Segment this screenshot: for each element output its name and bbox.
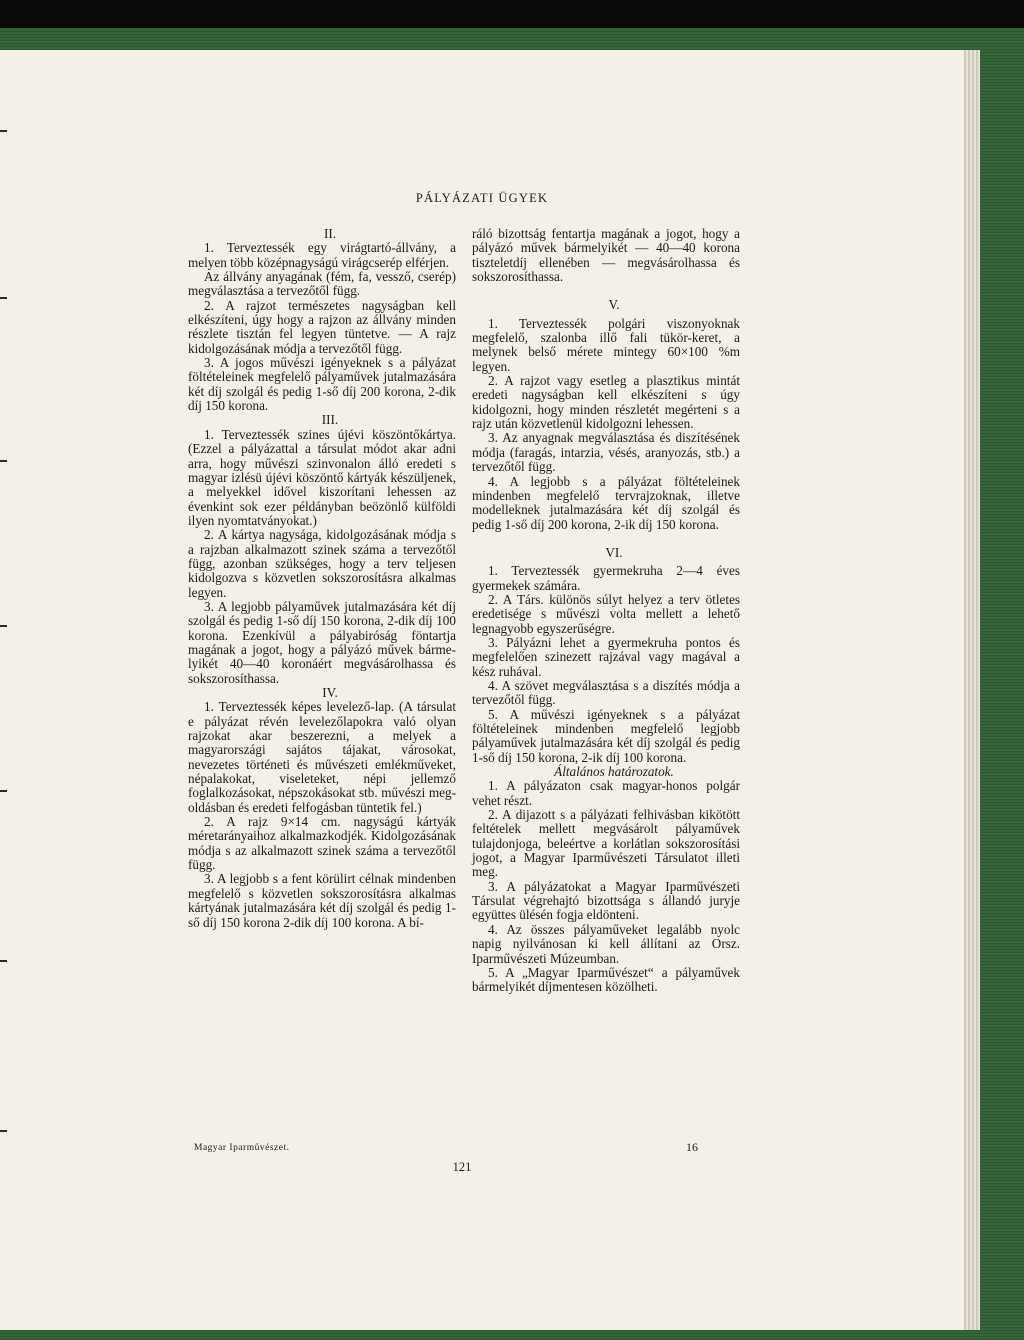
left-column: [188, 227, 456, 930]
paragraph: 2. A rajz 9×14 cm. nagyságú kártyák méretarányaihoz alkalmazkodjék. Kidolgozásának módja s az alkalmazott szinek száma a tervezőtől függ.: [188, 814, 456, 873]
paragraph: 4. A szövet megválasztása s a diszítés módja a tervezőtől függ.: [472, 677, 740, 708]
paragraph: 1. Terveztessék gyermekruha 2—4 éves gyermekek számára.: [472, 563, 740, 593]
paragraph: 3. A legjobb pályaművek jutalmazására két díj szolgál és pedig 1-ső díj 150 korona, 2-dik díj 100 korona. Ezenkívül a pályabiróság föntartja magának a jogot, hogy a pályázó művek bármelyikét 40—40 koronáért megvásárolhassa és sokszorosíthassa.: [188, 598, 456, 686]
paragraph: Az állvány anyagának (fém, fa, vessző, cserép) megválasztása a tervezőtől függ.: [188, 269, 456, 299]
scan-edge-mark: [0, 297, 7, 299]
paragraph: 4. Az összes pályaműveket legalább nyolc napig nyilvánosan ki kell állítani az Orsz. Iparművészeti Múzeumban.: [472, 921, 740, 966]
page-number: 121: [452, 1160, 472, 1174]
paragraph: 2. A kártya nagysága, kidolgozásának módja s a rajzban alkalmazott szinek száma a tervezőtől függ, azonban szükséges, hogy a terv teljesen kidolgozva s közvetlen sokszorosításra alkalmas legyen.: [188, 527, 456, 600]
paragraph: 3. Pályázni lehet a gyermekruha pontos és megfelelően szinezett rajzával vagy magával a kész ruhával.: [472, 634, 740, 679]
paragraph: 2. A dijazott s a pályázati felhivásban kikötött feltételek mellett megvásárolt pályaművek tulajdonjoga, beleértve a korlátlan sokszorosítási jogot, a Magyar Iparművészeti Társulatot illeti meg.: [472, 807, 740, 880]
paragraph: 3. A jogos művészi igényeknek s a pályázat föltételeinek megfelelő pályaművek jutalmazására két díj szolgál és pedig 1-ső díj 200 korona, 2-dik díj 150 korona.: [188, 355, 456, 414]
scan-edge-mark: [0, 130, 7, 132]
paragraph: 3. Az anyagnak megválasztása és diszítésének módja (faragás, intarzia, vésés, aranyozás, stb.) a tervezőtől függ.: [472, 430, 740, 475]
section-heading: IV.: [322, 685, 338, 700]
paragraph: 2. A rajzot vagy esetleg a plasztikus mintát eredeti nagyságban kell elkészíteni s úgy kidolgozni, hogy minden részletét megérteni s a rajz után közvetlenül kidolgozni lehessen.: [472, 373, 740, 432]
page-stack-edge: [964, 50, 980, 1330]
paragraph: 2. A rajzot természetes nagyságban kell elkészíteni, úgy hogy a rajzon az állvány minden részlete tisztán fel legyen tüntetve. — A rajz kidolgozásának módja a tervezőtől függ.: [188, 297, 456, 356]
scan-edge-mark: [0, 960, 7, 962]
scan-edge-mark: [0, 1130, 7, 1132]
footer-source-line: Magyar Iparművészet.: [194, 1143, 290, 1153]
paragraph: 2. A Társ. különös súlyt helyez a terv ötletes eredetisége s művészi volta mellett a lehető legnagyobb egyszerűségre.: [472, 591, 740, 636]
running-head: PÁLYÁZATI ÜGYEK: [415, 191, 549, 205]
paragraph: 1. Terveztessék polgári viszonyoknak megfelelő, szalonba illő fali tükör-keret, a melynek belső mérete mintegy 60×100 %m legyen.: [472, 315, 740, 374]
paragraph: 1. Terveztessék szines újévi köszöntőkártya. (Ezzel a pályázattal a társulat módot akar adni arra, hogy művészi szinvonalon álló eredeti s magyar izlésü újévi köszöntő kártyák készüljenek, a melyekkel idővel kiszorítani lehessen az évenkint sok ezer példányban beözönlő külföldi ilyen nyomtatványokat.): [188, 426, 456, 528]
paragraph: 3. A legjobb s a fent körülirt célnak mindenben megfelelő s közvetlen sokszorosításra alkalmas kártyának jutalmazására két díj szolgál és pedig 1-ső díj 150 korona 2-dik díj 100 korona. A bí-: [188, 871, 456, 930]
paragraph: 1. Terveztessék egy virágtartó-állvány, a melyen több középnagyságú virágcserép elférjen.: [188, 240, 456, 270]
paragraph: 5. A művészi igényeknek s a pályázat föltételeinek mindenben megfelelő legjobb pályaművek jutalmazására két díj szolgál és pedig 1-ső díj 150 korona, 2-ik díj 100 korona.: [472, 706, 740, 765]
scan-edge-mark: [0, 625, 7, 627]
paragraph: 4. A legjobb s a pályázat föltételeinek mindenben megfelelő tervrajzoknak, illetve modelleknek jutalmazására két díj szolgál és pedig 1-ső díj 200 korona, 2-ik díj 150 korona.: [472, 473, 740, 532]
section-heading: II.: [323, 226, 337, 241]
paragraph-continuation: ráló bizottság fentartja magának a jogot, hogy a pályázó művek bármelyikét — 40—40 korona tiszteletdíj ellenében — megvásárolhassa és sokszorosíthassa.: [472, 226, 740, 285]
paragraph: 3. A pályázatokat a Magyar Iparművészeti Társulat végrehajtó bizottsága s állandó juryje együttes ülésén fogja eldönteni.: [472, 878, 740, 923]
right-column: [472, 227, 740, 995]
scan-edge-mark: [0, 790, 7, 792]
paragraph: 1. Terveztessék képes levelező-lap. (A társulat e pályázat révén levelezőlapokra való olyan rajzokat akar beszerezni, a melyek a magyarországi sajátos tájakat, városokat, nevezetes történeti és művészeti emlékműveket, népalakokat, viseleteket, népi jellemző foglalkozásokat, népszokásokat stb. művészi megoldásban és eredeti felfogásban tüntetik fel.): [188, 699, 456, 815]
section-heading: III.: [321, 412, 339, 428]
section-heading: VI.: [605, 544, 623, 560]
section-heading: V.: [608, 297, 620, 313]
footer-signature-mark: 16: [686, 1140, 698, 1154]
paragraph: 5. A „Magyar Iparművészet“ a pályaművek bármelyikét díjmentesen közölheti.: [472, 964, 740, 995]
scan-edge-mark: [0, 460, 7, 462]
paragraph: 1. A pályázaton csak magyar-honos polgár vehet részt.: [472, 778, 740, 808]
general-provisions-heading: Általános határozatok.: [554, 764, 674, 780]
document-page: [0, 50, 964, 1330]
